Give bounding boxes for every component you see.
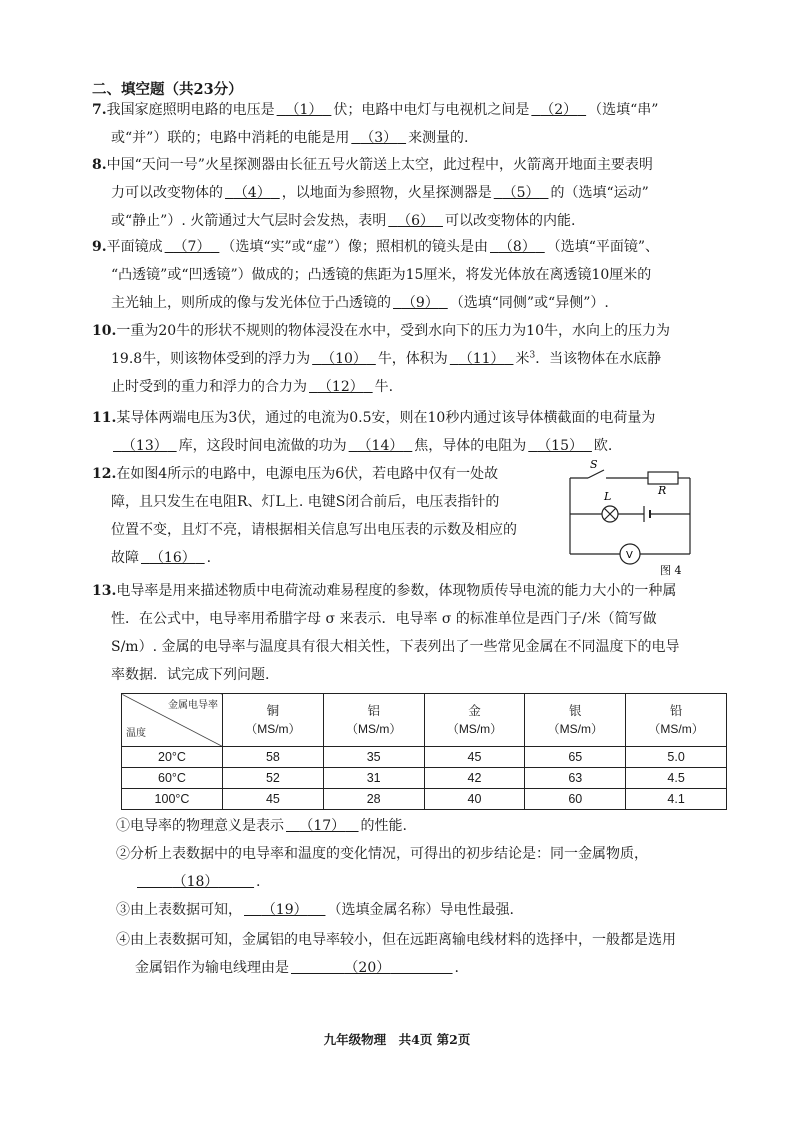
question-7: 7.我国家庭照明电路的电压是 （1） 伏；电路中电灯与电视机之间是 （2） （选填“串” 或“并”）联的；电路中消耗的电能是用 （3） 来测量的.: [92, 96, 724, 152]
figure-caption: 图 4: [660, 564, 682, 577]
blank-20[interactable]: （20）: [344, 960, 391, 976]
question-13: 13.电导率是用来描述物质中电荷流动难易程度的参数，体现物质传导电流的能力大小的一种属 性．在公式中，电导率用希腊字母 σ 来表示．电导率 σ 的标准单位是西门子/米（简写做 S/m）. 金属的电导率与温度具有很大相关性，下表列出了一些常见金属在不同温度下的电导 率数据．试完成下列问题.: [92, 583, 680, 683]
column-header-lead: 铅 （MS/m）: [626, 694, 727, 747]
conductivity-table: [121, 693, 727, 810]
table-row: 100°C 45 28 40 60 4.1: [122, 789, 727, 810]
voltmeter-label: V: [626, 550, 633, 561]
resistor-symbol: [648, 472, 678, 484]
blank-6[interactable]: （6）: [397, 213, 435, 229]
subquestion-4: ④由上表数据可知，金属铝的电导率较小，但在远距离输电线材料的选择中，一般都是选用 金属铝作为输电线理由是 （20） .: [116, 926, 728, 982]
circuit-diagram: [560, 458, 700, 578]
blank-10[interactable]: （10）: [321, 351, 367, 367]
question-10: 10.一重为20牛的形状不规则的物体浸没在水中，受到水向下的压力为10牛，水向上的压力为 19.8牛，则该物体受到的浮力为 （10） 牛，体积为 （11） 米$^3$．当该物体在水底静 止时受到的重力和浮力的合力为 （12） 牛.: [92, 317, 724, 401]
lamp-label: L: [604, 490, 612, 503]
blank-2[interactable]: （2）: [540, 102, 578, 118]
table-row: 20°C 58 35 45 65 5.0: [122, 747, 727, 768]
blank-3[interactable]: （3）: [360, 130, 398, 146]
column-header-silver: 银 （MS/m）: [525, 694, 626, 747]
blank-9[interactable]: （9）: [401, 295, 439, 311]
blank-5[interactable]: （5）: [502, 185, 540, 201]
question-8: 8.中国“天问一号”火星探测器由长征五号火箭送上太空，此过程中，火箭离开地面主要表明 力可以改变物体的 （4） ，以地面为参照物，火星探测器是 （5） 的（选填“运动” 或“静止”）. 火箭通过大气层时会发热，表明 （6） 可以改变物体的内能.: [92, 151, 724, 235]
blank-19[interactable]: （19）: [261, 902, 308, 918]
blank-4[interactable]: （4）: [233, 185, 271, 201]
table-row: 60°C 52 31 42 63 4.5: [122, 768, 727, 789]
blank-11[interactable]: （11）: [458, 351, 505, 367]
column-header-gold: 金 （MS/m）: [424, 694, 525, 747]
blank-12[interactable]: （12）: [317, 379, 364, 395]
page-footer: 九年级物理 共4页 第2页: [323, 1032, 471, 1047]
subquestion-3: ③由上表数据可知， （19） （选填金属名称）导电性最强.: [116, 896, 728, 924]
blank-16[interactable]: （16）: [149, 550, 196, 566]
blank-8[interactable]: （8）: [498, 239, 536, 255]
switch-label: S: [590, 458, 598, 471]
switch-symbol: [588, 470, 604, 478]
blank-13[interactable]: （13）: [121, 438, 168, 454]
question-11: 11.某导体两端电压为3伏，通过的电流为0.5安，则在10秒内通过该导体横截面的电荷量为 （13） 库，这段时间电流做的功为 （14） 焦，导体的电阻为 （15） 欧.: [92, 404, 724, 460]
blank-18[interactable]: （18）: [172, 874, 219, 890]
blank-17[interactable]: （17）: [299, 818, 346, 834]
blank-1[interactable]: （1）: [285, 102, 323, 118]
blank-14[interactable]: （14）: [357, 438, 404, 454]
section-title: 二、填空题（共23分）: [92, 81, 243, 98]
subquestion-2: ②分析上表数据中的电导率和温度的变化情况，可得出的初步结论是：同一金属物质， （18） .: [116, 840, 728, 896]
column-header-aluminum: 铝 （MS/m）: [323, 694, 424, 747]
question-12: 12.在如图4所示的电路中，电源电压为6伏，若电路中仅有一处故 障，且只发生在电阻R、灯L上. 电键S闭合前后，电压表指针的 位置不变，且灯不亮，请根据相关信息写出电压表的示数及相应的 故障 （16） .: [92, 460, 552, 572]
blank-15[interactable]: （15）: [537, 438, 584, 454]
resistor-label: R: [658, 484, 667, 497]
table-corner-header: 金属电导率 温度: [122, 694, 223, 747]
blank-7[interactable]: （7）: [173, 239, 211, 255]
column-header-copper: 铜 （MS/m）: [223, 694, 324, 747]
question-9: 9.平面镜成 （7） （选填“实”或“虚”）像；照相机的镜头是由 （8） （选填“平面镜”、 “凸透镜”或“凹透镜”）做成的；凸透镜的焦距为15厘米，将发光体放在离透镜10厘米的 主光轴上，则所成的像与发光体位于凸透镜的 （9） （选填“同侧”或“异侧”）.: [92, 233, 724, 317]
subquestion-1: ①电导率的物理意义是表示 （17） 的性能.: [116, 812, 728, 840]
